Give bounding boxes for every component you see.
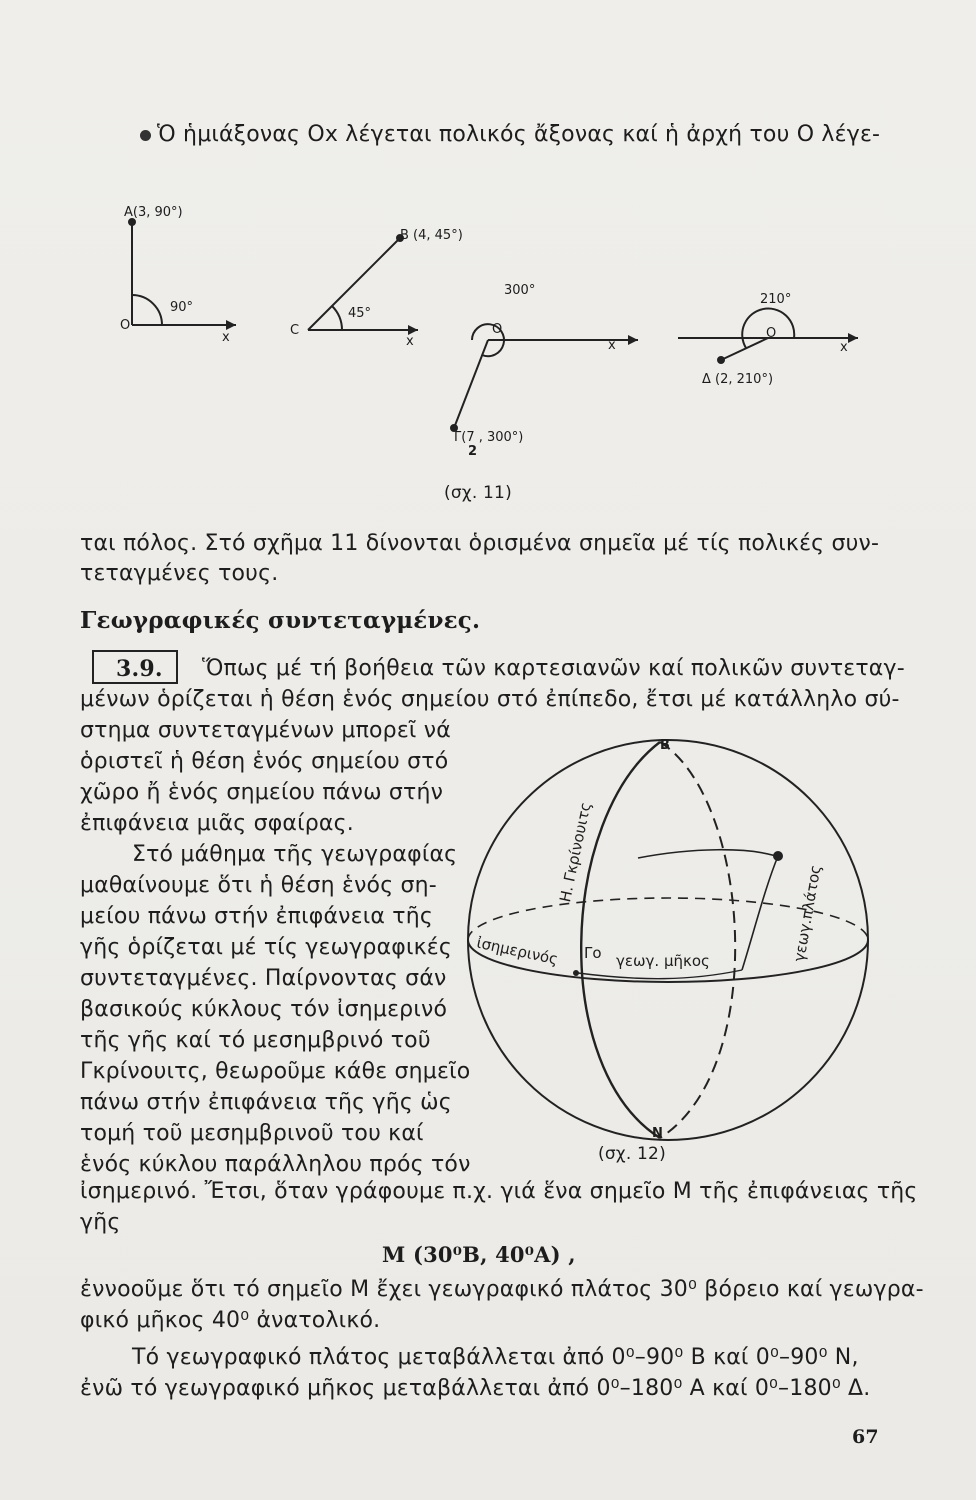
fig11-point-d	[718, 357, 724, 363]
col-line: πάνω στήν ἐπιφάνεια τῆς γῆς ὡς	[80, 1090, 452, 1115]
col-line: Στό μάθημα τῆς γεωγραφίας	[132, 842, 458, 867]
fig11-caption: (σχ. 11)	[444, 483, 512, 503]
fig11-ray-g	[454, 340, 488, 428]
col-line: τῆς γῆς καί τό μεσημβρινό τοῦ	[80, 1028, 431, 1053]
fig11-label-210: 210°	[760, 292, 792, 307]
fig11-label-o4: O	[766, 326, 777, 341]
fig11-label-d: Δ (2, 210°)	[702, 372, 774, 387]
top-line-text: Ὁ ἡμιάξονας Ox λέγεται πολικός ἄξονας καί ἡ ἀρχή του O λέγε-	[157, 122, 881, 147]
latitude-arc	[742, 856, 778, 970]
point-g0-marker	[573, 970, 579, 976]
point-m-marker	[773, 851, 783, 861]
fig11-label-45: 45°	[348, 306, 372, 321]
page-number: 67	[852, 1426, 879, 1448]
section-number: 3.9.	[116, 656, 163, 682]
section-heading: Γεωγραφικές συντεταγμένες.	[80, 607, 481, 634]
fig11-label-g: Γ(7 , 300°)	[454, 430, 524, 445]
col-line: ἑνός κύκλου παράλληλου πρός τόν	[80, 1152, 471, 1177]
fig12-label-greenwich: Η. Γκρίνουιτς	[556, 800, 595, 904]
para3-line1: Τό γεωγραφικό πλάτος μεταβάλλεται ἀπό 0⁰–90⁰ B καί 0⁰–90⁰ N,	[132, 1345, 859, 1370]
parallel-arc	[638, 850, 782, 858]
section-line-after2: γῆς	[80, 1210, 121, 1235]
fig11-label-x3: x	[608, 338, 616, 353]
col-line: συντεταγμένες. Παίρνοντας σάν	[80, 966, 447, 991]
col-line: στημα συντεταγμένων μπορεῖ νά	[80, 718, 451, 743]
col-line: Γκρίνουιτς, θεωροῦμε κάθε σημεῖο	[80, 1059, 471, 1084]
bullet-icon	[140, 130, 151, 141]
fig12-label-gamma0: Γο	[584, 944, 602, 962]
col-line: μαθαίνουμε ὅτι ἡ θέση ἑνός ση-	[80, 873, 437, 898]
col-line: γῆς ὁρίζεται μέ τίς γεωγραφικές	[80, 935, 453, 960]
col-line: τομή τοῦ μεσημβρινοῦ του καί	[80, 1121, 424, 1146]
greenwich-meridian	[581, 742, 660, 1138]
section-line-after: ἰσημερινό. Ἔτσι, ὅταν γράφουμε π.χ. γιά ἕνα σημεῖο M τῆς ἐπιφάνειας τῆς	[80, 1179, 918, 1204]
section-line2: μένων ὁρίζεται ἡ θέση ἑνός σημείου στό ἐπίπεδο, ἔτσι μέ κατάλληλο σύ-	[80, 687, 900, 712]
fig11-ray-d	[721, 338, 768, 360]
fig11-label-x1: x	[222, 330, 230, 345]
para2-line2: φικό μῆκος 40⁰ ἀνατολικό.	[80, 1308, 381, 1333]
section-line1: Ὅπως μέ τή βοήθεια τῶν καρτεσιανῶν καί πολικῶν συντεταγ-	[202, 656, 905, 681]
point-meridian	[660, 742, 735, 1138]
para3-line2: ἐνῶ τό γεωγραφικό μῆκος μεταβάλλεται ἀπό 0⁰–180⁰ A καί 0⁰–180⁰ Δ.	[80, 1376, 871, 1401]
fig11-label-c: C	[290, 323, 300, 338]
fig12-label-latitude: γεωγ.πλάτος	[790, 863, 825, 964]
para1-line2: τεταγμένες τους.	[80, 561, 279, 586]
fig11-arrow-4	[848, 333, 858, 343]
col-line: βασικούς κύκλους τόν ἰσημερινό	[80, 997, 448, 1022]
col-line: μείου πάνω στήν ἐπιφάνεια τῆς	[80, 904, 433, 929]
fig11-arrow-1	[226, 320, 236, 330]
fig12-caption: (σχ. 12)	[598, 1144, 666, 1164]
col-line: ἐπιφάνεια μιᾶς σφαίρας.	[80, 811, 354, 836]
fig11-label-x2: x	[406, 334, 414, 349]
formula: M (30⁰B, 40⁰A) ,	[382, 1242, 576, 1267]
top-line	[140, 122, 880, 147]
fig11-label-a: A(3, 90°)	[124, 205, 183, 220]
col-line: ὁριστεῖ ἡ θέση ἑνός σημείου στό	[80, 749, 449, 774]
fig12-label-longitude: γεωγ. μῆκος	[616, 952, 710, 970]
col-line: χῶρο ἤ ἑνός σημείου πάνω στήν	[80, 780, 444, 805]
fig12-label-b: B	[660, 738, 670, 753]
fig12-label-equator: ἰσημερινός	[475, 933, 560, 969]
fig12-label-n: N	[652, 1126, 663, 1141]
fig11-label-b: B (4, 45°)	[400, 228, 463, 243]
fig11-label-90: 90°	[170, 300, 194, 315]
fig11-label-300: 300°	[504, 283, 536, 298]
para2-line1: ἐννοοῦμε ὅτι τό σημεῖο M ἔχει γεωγραφικό πλάτος 30⁰ βόρειο καί γεωγρα-	[80, 1277, 924, 1302]
fig11-label-o1: O	[120, 318, 131, 333]
para1-line1: ται πόλος. Στό σχῆμα 11 δίνονται ὁρισμένα σημεῖα μέ τίς πολικές συν-	[80, 531, 880, 556]
figure-11	[118, 200, 878, 510]
fig11-label-g-fix: 2	[468, 444, 478, 459]
fig11-label-x4: x	[840, 340, 848, 355]
fig11-arc-45	[332, 306, 342, 330]
longitude-arc	[578, 970, 742, 979]
fig11-arc-90	[132, 295, 162, 325]
fig11-arrow-3	[628, 335, 638, 345]
fig11-label-o3: O	[492, 322, 503, 337]
